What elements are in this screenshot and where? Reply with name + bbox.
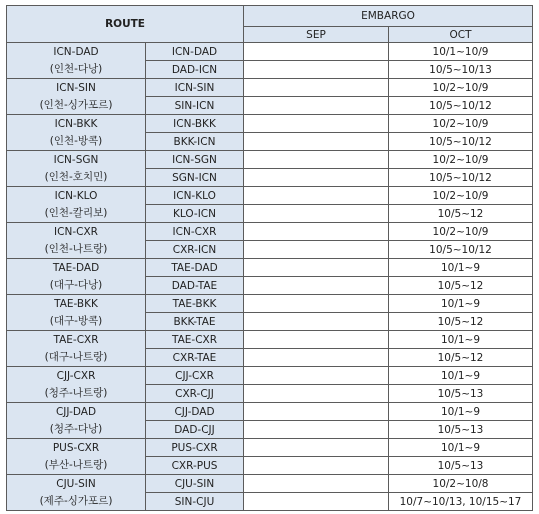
route-leg-cell: ICN-SGN (146, 151, 244, 169)
table-row (7, 295, 533, 313)
route-group-korean-name: (대구-방콕) (49, 314, 103, 327)
sep-embargo-cell (244, 61, 389, 79)
route-leg-cell: PUS-CXR (146, 439, 244, 457)
table-row (7, 367, 533, 385)
route-leg-cell: DAD-CJJ (146, 421, 244, 439)
oct-embargo-cell: 10/5~12 (389, 277, 533, 295)
route-leg-cell: CJU-SIN (146, 475, 244, 493)
route-group-cell (7, 79, 146, 115)
route-leg-cell: CXR-CJJ (146, 385, 244, 403)
route-header: ROUTE (7, 6, 244, 43)
route-group-cell (7, 367, 146, 403)
sep-embargo-cell (244, 439, 389, 457)
sep-header: SEP (244, 27, 389, 43)
route-group-korean-name: (청주-나트랑) (44, 386, 108, 399)
oct-embargo-cell: 10/5~12 (389, 205, 533, 223)
sep-embargo-cell (244, 187, 389, 205)
route-group-korean-name: (대구-나트랑) (44, 350, 108, 363)
oct-embargo-cell: 10/5~10/12 (389, 97, 533, 115)
oct-embargo-cell: 10/1~9 (389, 403, 533, 421)
sep-embargo-cell (244, 205, 389, 223)
route-group-cell (7, 295, 146, 331)
sep-embargo-cell (244, 43, 389, 61)
route-group-code: ICN-BKK (54, 117, 98, 130)
route-leg-cell: CXR-ICN (146, 241, 244, 259)
sep-embargo-cell (244, 493, 389, 511)
sep-embargo-cell (244, 367, 389, 385)
route-leg-cell: BKK-ICN (146, 133, 244, 151)
route-group-cell (7, 403, 146, 439)
sep-embargo-cell (244, 421, 389, 439)
oct-embargo-cell: 10/2~10/9 (389, 79, 533, 97)
route-leg-cell: ICN-BKK (146, 115, 244, 133)
sep-embargo-cell (244, 79, 389, 97)
route-group-code: ICN-SGN (53, 153, 99, 166)
route-group-cell (7, 187, 146, 223)
oct-embargo-cell: 10/1~9 (389, 259, 533, 277)
oct-embargo-cell: 10/1~9 (389, 439, 533, 457)
sep-embargo-cell (244, 385, 389, 403)
route-leg-cell: ICN-SIN (146, 79, 244, 97)
route-leg-cell: CXR-TAE (146, 349, 244, 367)
sep-embargo-cell (244, 97, 389, 115)
sep-embargo-cell (244, 349, 389, 367)
route-group-code: ICN-DAD (53, 45, 99, 58)
route-group-korean-name: (인천-방콕) (49, 134, 103, 147)
table-row (7, 439, 533, 457)
sep-embargo-cell (244, 169, 389, 187)
oct-embargo-cell: 10/5~13 (389, 421, 533, 439)
sep-embargo-cell (244, 457, 389, 475)
oct-embargo-cell: 10/5~10/12 (389, 241, 533, 259)
sep-embargo-cell (244, 151, 389, 169)
table-row (7, 475, 533, 493)
route-group-korean-name: (인천-나트랑) (44, 242, 108, 255)
oct-embargo-cell: 10/7~10/13, 10/15~17 (389, 493, 533, 511)
route-group-cell (7, 115, 146, 151)
route-group-cell (7, 475, 146, 511)
oct-embargo-cell: 10/1~9 (389, 295, 533, 313)
route-group-code: CJU-SIN (56, 477, 96, 490)
oct-embargo-cell: 10/2~10/8 (389, 475, 533, 493)
oct-embargo-cell: 10/5~13 (389, 457, 533, 475)
route-leg-cell: SIN-CJU (146, 493, 244, 511)
route-leg-cell: CXR-PUS (146, 457, 244, 475)
route-leg-cell: TAE-DAD (146, 259, 244, 277)
route-leg-cell: TAE-CXR (146, 331, 244, 349)
oct-embargo-cell: 10/2~10/9 (389, 151, 533, 169)
route-group-code: TAE-BKK (54, 297, 98, 310)
route-leg-cell: BKK-TAE (146, 313, 244, 331)
route-leg-cell: ICN-KLO (146, 187, 244, 205)
oct-embargo-cell: 10/5~10/12 (389, 169, 533, 187)
table-row (7, 79, 533, 97)
table-body (7, 43, 533, 511)
oct-embargo-cell: 10/2~10/9 (389, 187, 533, 205)
route-group-korean-name: (제주-싱가포르) (39, 494, 113, 507)
table-row (7, 151, 533, 169)
sep-embargo-cell (244, 223, 389, 241)
route-leg-cell: TAE-BKK (146, 295, 244, 313)
sep-embargo-cell (244, 313, 389, 331)
route-group-code: ICN-SIN (56, 81, 96, 94)
route-group-korean-name: (부산-나트랑) (44, 458, 108, 471)
route-group-code: CJJ-DAD (55, 405, 97, 418)
route-group-code: ICN-CXR (54, 225, 98, 238)
sep-embargo-cell (244, 403, 389, 421)
route-leg-cell: DAD-TAE (146, 277, 244, 295)
oct-header: OCT (389, 27, 533, 43)
oct-embargo-cell: 10/5~10/12 (389, 133, 533, 151)
route-group-cell (7, 259, 146, 295)
route-leg-cell: DAD-ICN (146, 61, 244, 79)
oct-embargo-cell: 10/5~12 (389, 313, 533, 331)
route-leg-cell: ICN-DAD (146, 43, 244, 61)
embargo-header: EMBARGO (244, 6, 533, 27)
oct-embargo-cell: 10/1~9 (389, 331, 533, 349)
sep-embargo-cell (244, 295, 389, 313)
sep-embargo-cell (244, 277, 389, 295)
embargo-table (6, 5, 533, 511)
route-leg-cell: CJJ-DAD (146, 403, 244, 421)
route-group-code: ICN-KLO (54, 189, 98, 202)
route-leg-cell: SGN-ICN (146, 169, 244, 187)
route-leg-cell: CJJ-CXR (146, 367, 244, 385)
oct-embargo-cell: 10/1~9 (389, 367, 533, 385)
oct-embargo-cell: 10/2~10/9 (389, 223, 533, 241)
sep-embargo-cell (244, 115, 389, 133)
route-group-korean-name: (인천-싱가포르) (39, 98, 113, 111)
route-group-korean-name: (인천-다낭) (49, 62, 103, 75)
route-group-code: TAE-DAD (52, 261, 100, 274)
embargo-table-container (6, 5, 533, 511)
route-group-korean-name: (인천-칼리보) (44, 206, 108, 219)
table-row (7, 187, 533, 205)
route-group-korean-name: (대구-다낭) (49, 278, 103, 291)
sep-embargo-cell (244, 241, 389, 259)
table-row (7, 43, 533, 61)
sep-embargo-cell (244, 475, 389, 493)
table-row (7, 331, 533, 349)
table-row (7, 115, 533, 133)
sep-embargo-cell (244, 259, 389, 277)
route-group-code: CJJ-CXR (56, 369, 96, 382)
table-row (7, 223, 533, 241)
oct-embargo-cell: 10/5~12 (389, 349, 533, 367)
oct-embargo-cell: 10/1~10/9 (389, 43, 533, 61)
route-group-cell (7, 331, 146, 367)
oct-embargo-cell: 10/5~13 (389, 385, 533, 403)
route-leg-cell: ICN-CXR (146, 223, 244, 241)
oct-embargo-cell: 10/2~10/9 (389, 115, 533, 133)
route-group-korean-name: (청주-다낭) (49, 422, 103, 435)
route-group-code: PUS-CXR (52, 441, 100, 454)
sep-embargo-cell (244, 133, 389, 151)
route-group-cell (7, 223, 146, 259)
oct-embargo-cell: 10/5~10/13 (389, 61, 533, 79)
route-leg-cell: SIN-ICN (146, 97, 244, 115)
route-group-code: TAE-CXR (53, 333, 99, 346)
route-group-cell (7, 439, 146, 475)
route-group-cell (7, 151, 146, 187)
table-row (7, 259, 533, 277)
route-leg-cell: KLO-ICN (146, 205, 244, 223)
table-row (7, 403, 533, 421)
route-group-korean-name: (인천-호치민) (44, 170, 108, 183)
sep-embargo-cell (244, 331, 389, 349)
route-group-cell (7, 43, 146, 79)
